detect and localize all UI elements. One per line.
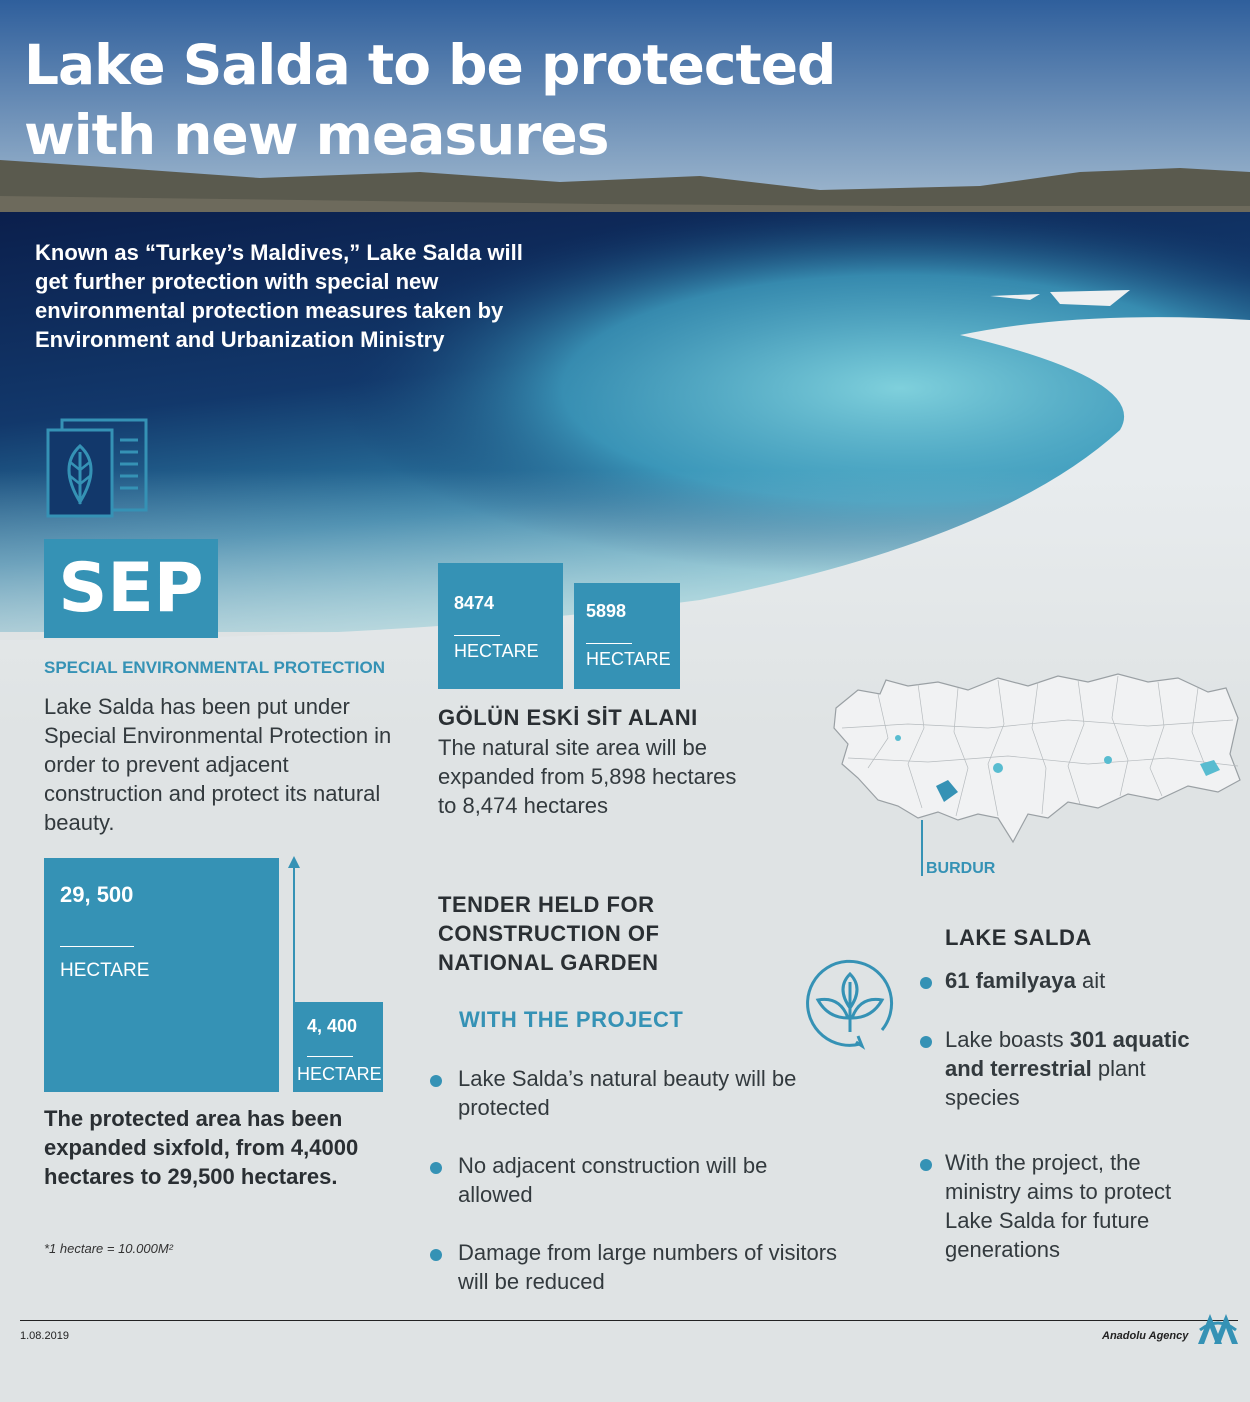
site-area-description: The natural site area will be expanded from 5,898 hectares to 8,474 hectares xyxy=(438,735,737,818)
intro-text: Known as “Turkey’s Maldives,” Lake Salda will get further protection with special new environmental protection measures taken by Environment and Urbanization Ministry xyxy=(35,240,523,352)
divider xyxy=(586,643,632,644)
list-item: Damage from large numbers of visitors will be reduced xyxy=(430,1238,840,1296)
tender-heading: TENDER HELD FOR CONSTRUCTION OF NATIONAL GARDEN xyxy=(438,892,660,975)
title-line-1: Lake Salda to be protected xyxy=(24,33,836,97)
map-province-label: BURDUR xyxy=(926,860,996,877)
plant-icon xyxy=(800,952,900,1052)
list-item: No adjacent construction will be allowed xyxy=(430,1151,840,1209)
bullet-icon xyxy=(430,1075,442,1087)
site-area-old-value: 5898 xyxy=(586,601,627,621)
title-line-2: with new measures xyxy=(24,103,609,167)
list-item: With the project, the ministry aims to protect Lake Salda for future generations xyxy=(920,1148,1220,1264)
footer-divider xyxy=(20,1320,1238,1321)
sep-label: SPECIAL ENVIRONMENTAL PROTECTION xyxy=(44,658,385,677)
site-area-new-box xyxy=(438,563,563,689)
page-title xyxy=(24,30,844,170)
leaf-document-icon xyxy=(44,416,150,520)
site-area-new-value: 8474 xyxy=(454,593,495,613)
hectare-footnote: *1 hectare = 10.000M² xyxy=(44,1241,173,1256)
aa-logo-icon xyxy=(1196,1310,1240,1346)
bullet-icon xyxy=(920,1159,932,1171)
protected-area-old-unit: HECTARE xyxy=(297,1064,382,1084)
lake-facts-list xyxy=(920,966,1220,1264)
map-pointer-line xyxy=(921,820,923,876)
bullet-icon xyxy=(430,1249,442,1261)
list-item: 61 familyaya ait xyxy=(920,966,1220,995)
list-item: Lake Salda’s natural beauty will be protected xyxy=(430,1064,840,1122)
protected-area-new-box xyxy=(44,858,279,1092)
protected-area-summary: The protected area has been expanded sixfold, from 4,4000 hectares to 29,500 hectares. xyxy=(44,1106,359,1189)
site-area-new-unit: HECTARE xyxy=(454,641,539,661)
bullet-icon xyxy=(920,1036,932,1048)
protected-area-new-unit: HECTARE xyxy=(60,960,150,981)
divider xyxy=(60,946,134,947)
site-area-title: GÖLÜN ESKİ SİT ALANI xyxy=(438,705,698,730)
bullet-icon xyxy=(920,977,932,989)
protected-area-new-value: 29, 500 xyxy=(60,882,134,907)
sep-description: Lake Salda has been put under Special Environmental Protection in order to prevent adjacent construction and protect its natural beauty. xyxy=(44,694,392,835)
bullet-icon xyxy=(430,1162,442,1174)
protected-area-old-value: 4, 400 xyxy=(307,1016,358,1036)
project-heading: WITH THE PROJECT xyxy=(459,1007,684,1032)
site-area-old-box xyxy=(574,583,680,689)
lake-facts-title: LAKE SALDA xyxy=(945,925,1092,950)
agency-name: Anadolu Agency xyxy=(1102,1330,1189,1342)
divider xyxy=(454,635,500,636)
site-area-old-unit: HECTARE xyxy=(586,649,671,669)
turkey-map xyxy=(828,668,1243,853)
list-item: Lake boasts 301 aquatic and terrestrial plant species xyxy=(920,1025,1220,1112)
divider xyxy=(307,1056,353,1057)
protected-area-old-box xyxy=(293,1002,383,1092)
publish-date: 1.08.2019 xyxy=(20,1330,69,1342)
growth-arrow-icon xyxy=(287,856,301,1006)
project-list xyxy=(430,1064,840,1325)
sep-badge: SEP xyxy=(44,539,218,638)
